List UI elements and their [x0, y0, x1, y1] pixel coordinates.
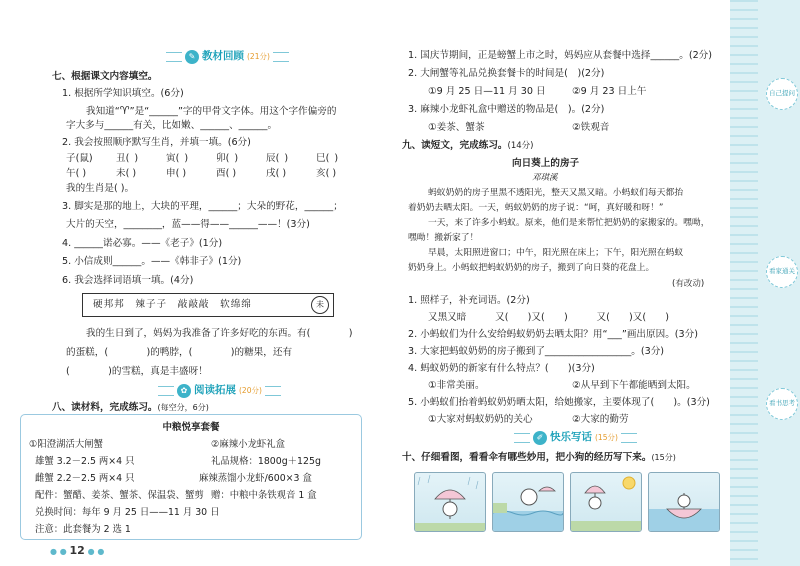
- banner-decoration: [514, 433, 530, 443]
- zodiac-cell: 丑( ): [116, 153, 139, 164]
- page-number-text: 12: [69, 544, 85, 557]
- book-icon: ✎: [185, 50, 199, 64]
- section-10-heading: [402, 452, 676, 464]
- question-6-para-2: 的蛋糕，( )的鸭脖，( )的糖果，还有: [66, 347, 293, 358]
- banner-title: 教材回顾: [202, 50, 244, 63]
- question-1-line2: 字大多与______有关，比如嫩、______、______。: [66, 120, 278, 131]
- question-2-end: 我的生肖是( )。: [66, 183, 135, 194]
- question-3-line2: 大片的天空，________，蓝——得——______——！(3分): [66, 219, 310, 230]
- dots-decoration: ● ●: [84, 547, 105, 556]
- right-sidebar: [730, 0, 800, 566]
- banner-title: 阅读拓展: [194, 384, 236, 397]
- section-7-title: 七、根据课文内容填空。: [52, 71, 158, 82]
- banner-decoration: [621, 433, 637, 443]
- package-menu-card: [20, 414, 362, 540]
- section-banner-reading-extension: [158, 384, 281, 398]
- reading-q2: 2. 大闸蟹等礼品兑换套餐卡的时间是( )(2分): [408, 68, 605, 79]
- banner-score: (20分): [239, 386, 262, 396]
- banner-score: (15分): [595, 433, 618, 443]
- story-paragraph-2a: 一天，来了许多小蚂蚁。原来，他们是来帮忙把奶奶的家搬家的。嘿呦，: [428, 218, 710, 228]
- story-note: (有改动): [672, 279, 705, 289]
- pencil-icon: ✐: [533, 431, 547, 445]
- zodiac-cell: 辰( ): [266, 153, 289, 164]
- story-q1: 1. 照样子，补充词语。(2分): [408, 295, 530, 306]
- section-banner-textbook-review: [166, 50, 289, 64]
- menu-line-2a: 雌蟹 2.2－2.5 两×4 只: [35, 473, 135, 484]
- banner-decoration: [265, 386, 281, 396]
- story-q5-option-a: ①大家对蚂蚁奶奶的关心: [428, 414, 533, 425]
- reading-q2-option-a: ①9 月 25 日—11 月 30 日: [428, 86, 546, 97]
- story-q4: 4. 蚂蚁奶奶的新家有什么特点？( )(3分): [408, 363, 595, 374]
- zodiac-cell: 申( ): [166, 168, 187, 179]
- story-paragraph-3b: 奶奶身上。小蚂蚁把蚂蚁奶奶的房子，搬到了向日葵的花盘上。: [408, 263, 655, 273]
- zodiac-cell: 子(鼠): [66, 153, 93, 164]
- menu-line-1b: 礼品规格：1800g＋125g: [211, 456, 321, 467]
- story-paragraph-1a: 蚂蚁奶奶的房子里黑不透阳光，整天又黑又暗。小蚂蚁们每天都抬: [428, 188, 684, 198]
- q1-text-b: ”是“______”字的甲骨文字体。用这个字作偏旁的: [129, 106, 337, 117]
- section-9-title: 九、读短文，完成练习。: [402, 140, 508, 151]
- menu-line-3b: 赠：中粮中条铁观音 1 盒: [211, 490, 317, 501]
- question-6-para-3: ( )的雪糕，真是丰盛呀！: [66, 366, 208, 377]
- section-8-heading: [52, 402, 209, 414]
- seal-stamp: 未: [311, 296, 329, 314]
- section-9-score: (14分): [507, 141, 534, 151]
- story-q4-option-b: ②从早到下午都能晒到太阳。: [572, 380, 696, 391]
- story-picture-1: [414, 472, 486, 532]
- story-picture-2: [492, 472, 564, 532]
- menu-line-4: 兑换时间：每年 9 月 25 日——11 月 30 日: [35, 507, 220, 518]
- story-paragraph-1b: 着奶奶去晒太阳。一天，蚂蚁奶奶的房子说：“呵，真好暖和呀！”: [408, 203, 664, 213]
- zodiac-cell: 戌( ): [266, 168, 287, 179]
- story-paragraph-3a: 早晨，太阳照进窗口；中午，阳光照在床上；下午，阳光照在蚂蚁: [428, 248, 684, 258]
- story-q1-example: 又黑又暗 又( )又( ) 又( )又( ): [428, 312, 670, 323]
- section-9-heading: [402, 140, 533, 152]
- zodiac-cell: 巳( ): [316, 153, 339, 164]
- banner-title: 快乐写话: [550, 431, 592, 444]
- puppy-rain-umbrella-icon: [415, 473, 485, 531]
- sidebar-badge-2: 看家通关: [766, 256, 798, 288]
- zodiac-cell: 卯( ): [216, 153, 239, 164]
- question-4: 4. ______诺必寡。——《老子》(1分): [62, 238, 223, 249]
- zodiac-row-1: [66, 153, 366, 165]
- sidebar-stripes: [730, 0, 758, 566]
- puppy-umbrella-boat-icon: [649, 473, 719, 531]
- banner-decoration: [158, 386, 174, 396]
- story-author: 邓琪溪: [532, 173, 558, 183]
- question-5: 5. 小信成则______。——《韩非子》(1分): [62, 256, 242, 267]
- reading-icon: ✿: [177, 384, 191, 398]
- section-10-score: (15分): [651, 453, 676, 462]
- q1-text-a: 我知道“: [86, 106, 120, 117]
- reading-q2-option-b: ②9 月 23 日上午: [572, 86, 647, 97]
- question-3-line1: 3. 脚实是那的地上，大块的平理，______；大朵的野花，______；: [62, 201, 343, 212]
- reading-q3: 3. 麻辣小龙虾礼盒中赠送的物品是( )。(2分): [408, 104, 605, 115]
- story-title: 向日葵上的房子: [512, 158, 580, 169]
- reading-q3-option-a: ①姜茶、蟹茶: [428, 122, 485, 133]
- story-q2: 2. 小蚂蚁们为什么安给蚂蚁奶奶去晒太阳？用“___”画出原因。(3分): [408, 329, 698, 340]
- menu-line-5: 注意：此套餐为 2 选 1: [35, 524, 131, 535]
- question-6-para-1: 我的生日到了，妈妈为我准备了许多好吃的东西。有( ): [86, 328, 353, 339]
- banner-decoration: [166, 52, 182, 62]
- menu-line-3a: 配件：蟹醋、姜茶、蟹茶、保温袋、蟹剪: [35, 490, 204, 501]
- section-10-title: 十、仔细看图，看看伞有哪些妙用，把小狗的经历写下来。: [402, 452, 652, 463]
- question-6: 6. 我会选择词语填一填。(4分): [62, 275, 194, 286]
- story-q4-option-a: ①非常美丽。: [428, 380, 485, 391]
- menu-item-2: ②麻辣小龙虾礼盒: [211, 439, 286, 450]
- question-1-line1: [86, 104, 336, 118]
- page-number: [50, 544, 104, 557]
- story-picture-3: [570, 472, 642, 532]
- zodiac-cell: 亥( ): [316, 168, 337, 179]
- menu-item-1: ①阳澄湖活大闸蟹: [29, 439, 104, 450]
- story-q5-option-b: ②大家的勤劳: [572, 414, 629, 425]
- dots-decoration: ● ●: [50, 547, 70, 556]
- section-8-title: 八、读材料，完成练习。: [52, 402, 158, 413]
- reading-q1: 1. 国庆节期间，正是螃蟹上市之时，妈妈应从套餐中选择______。(2分): [408, 50, 713, 61]
- zodiac-cell: 酉( ): [216, 168, 237, 179]
- zodiac-cell: 寅( ): [166, 153, 189, 164]
- reading-q3-option-b: ②铁观音: [572, 122, 610, 133]
- zodiac-row-2: [66, 168, 366, 180]
- zodiac-cell: 未( ): [116, 168, 137, 179]
- puppy-sun-umbrella-icon: [571, 473, 641, 531]
- oracle-glyph-icon: ♈: [119, 104, 130, 117]
- word-choice-list: 硬邦邦 辣子子 敲敲敲 软绵绵: [93, 299, 252, 310]
- menu-title: 中粮悦享套餐: [162, 422, 220, 433]
- story-q3: 3. 大家把蚂蚁奶奶的房子搬到了__________________。(3分): [408, 346, 665, 357]
- question-1: 1. 根据所学知识填空。(6分): [62, 88, 184, 99]
- story-paragraph-2b: 嘿呦！搬新家了！: [408, 233, 479, 243]
- banner-score: (21分): [247, 52, 270, 62]
- section-8-score: (每空分，6分): [157, 403, 209, 412]
- zodiac-cell: 午( ): [66, 168, 87, 179]
- story-q5: 5. 小蚂蚁们抬着蚂蚁奶奶晒太阳，给她搬家，主要体现了( )。(3分): [408, 397, 710, 408]
- section-banner-happy-writing: [514, 431, 637, 445]
- sidebar-badge-1: 自己提问: [766, 78, 798, 110]
- word-choice-box: [82, 293, 334, 317]
- puppy-river-icon: [493, 473, 563, 531]
- question-2: 2. 我会按照顺序默写生肖，并填一填。(6分): [62, 137, 251, 148]
- banner-decoration: [273, 52, 289, 62]
- story-picture-4: [648, 472, 720, 532]
- sidebar-badge-3: 看书思考: [766, 388, 798, 420]
- menu-line-1a: 雄蟹 3.2－2.5 两×4 只: [35, 456, 135, 467]
- menu-line-2b: 麻辣蒸馏小龙虾/600×3 盒: [199, 473, 312, 484]
